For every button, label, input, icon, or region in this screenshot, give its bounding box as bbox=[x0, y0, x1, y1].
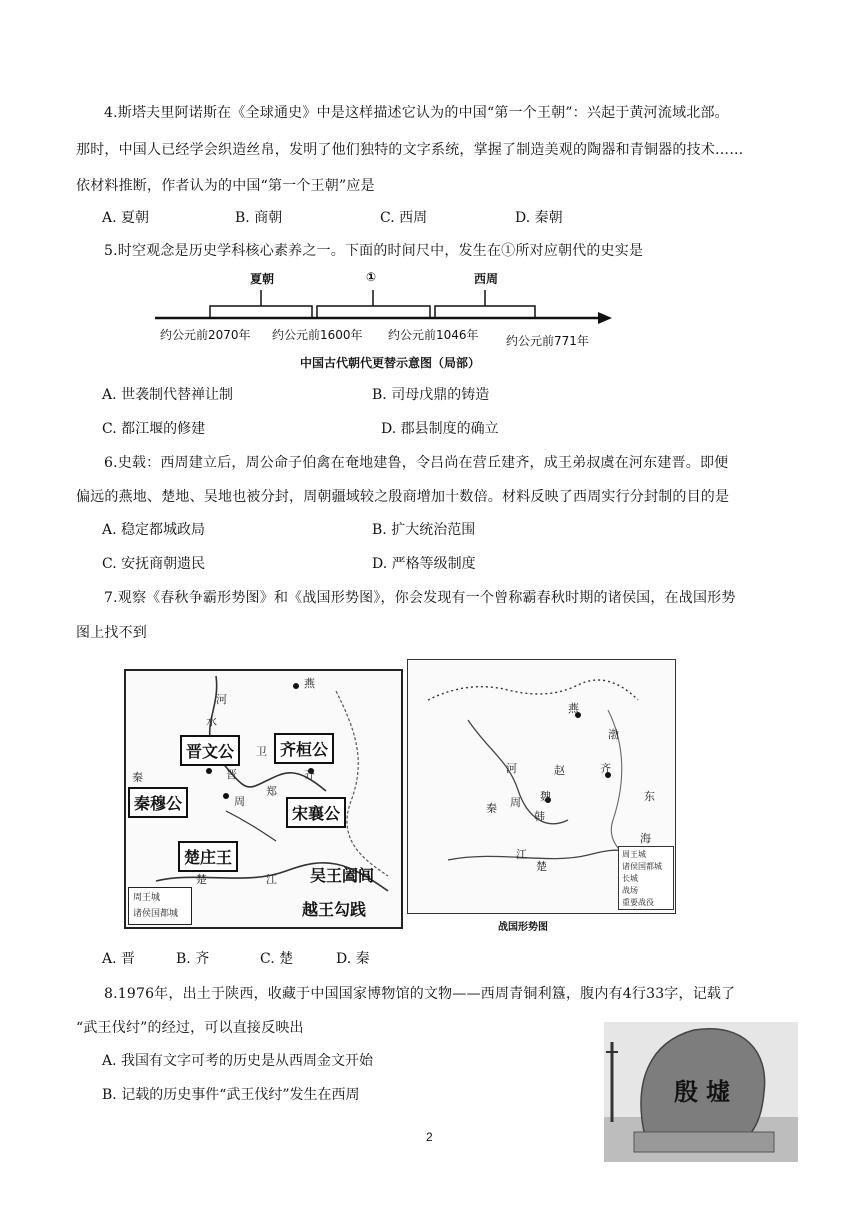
map1-label-he: 河 bbox=[216, 693, 227, 706]
timeline-tick-1600: 约公元前1600年 bbox=[272, 328, 363, 342]
spring-autumn-map bbox=[124, 669, 403, 929]
q4-stem-line1: 4.斯塔夫里阿诺斯在《全球通史》中是这样描述它认为的中国“第一个王朝”：兴起于黄河流域北部。 bbox=[104, 105, 729, 121]
q5-option-a[interactable]: A. 世袭制代替禅让制 bbox=[102, 387, 234, 403]
q4-stem-line2: 那时，中国人已经学会织造丝帛，发明了他们独特的文字系统，掌握了制造美观的陶器和青铜器的技术…… bbox=[76, 142, 744, 158]
capital-dot-jin bbox=[206, 768, 212, 774]
map2-legend-zhanchang: 战场 bbox=[622, 886, 638, 895]
q4-option-a[interactable]: A. 夏朝 bbox=[102, 210, 150, 226]
map2-label-dong: 东 bbox=[644, 790, 655, 803]
map2-label-chu: 楚 bbox=[536, 860, 547, 873]
map2-label-hai: 海 bbox=[640, 832, 651, 845]
map2-legend-changcheng: 长城 bbox=[622, 874, 638, 883]
q7-option-a[interactable]: A. 晋 bbox=[102, 951, 136, 967]
label-qi-huangong: 齐桓公 bbox=[274, 733, 334, 764]
label-yue-goujian: 越王勾践 bbox=[302, 900, 367, 919]
q4-option-c[interactable]: C. 西周 bbox=[380, 210, 428, 226]
map2-label-jiang: 江 bbox=[516, 848, 527, 861]
timeline-tick-771: 约公元前771年 bbox=[506, 334, 589, 348]
q5-option-b[interactable]: B. 司母戊鼎的铸造 bbox=[372, 387, 490, 403]
label-qin-mugong: 秦穆公 bbox=[128, 787, 188, 818]
label-wu-helu: 吴王阖闾 bbox=[310, 866, 375, 885]
q4-option-b[interactable]: B. 商朝 bbox=[235, 210, 283, 226]
label-jin-wengong: 晋文公 bbox=[180, 735, 240, 766]
q6-stem-line2: 偏远的燕地、楚地、吴地也被分封，周朝疆域较之殷商增加十数倍。材料反映了西周实行分封制的目的是 bbox=[76, 489, 730, 505]
map1-label-shui: 水 bbox=[206, 715, 217, 728]
map1-legend-wangcheng: 周王城 bbox=[133, 893, 161, 903]
q7-option-b[interactable]: B. 齐 bbox=[176, 951, 210, 967]
map2-label-he: 河 bbox=[506, 762, 517, 775]
capital-dot-yan bbox=[293, 683, 299, 689]
timeline-figure bbox=[150, 268, 620, 378]
stele-base-icon bbox=[634, 1132, 774, 1152]
q5-option-d[interactable]: D. 郡县制度的确立 bbox=[381, 421, 499, 437]
timeline-tick-2070: 约公元前2070年 bbox=[160, 328, 251, 342]
map2-label-yan: 燕 bbox=[568, 702, 579, 715]
capital-dot-zhou bbox=[223, 793, 229, 799]
timeline-arrow bbox=[598, 312, 612, 324]
bracket-1 bbox=[317, 306, 430, 318]
bracket-xia bbox=[210, 306, 312, 318]
map2-legend-wangcheng: 周王城 bbox=[622, 850, 646, 859]
map2-label-qin: 秦 bbox=[486, 802, 497, 815]
q6-option-b[interactable]: B. 扩大统治范围 bbox=[372, 522, 476, 538]
q7-stem-line1: 7.观察《春秋争霸形势图》和《战国形势图》，你会发现有一个曾称霸春秋时期的诸侯国，在战国形势 bbox=[104, 590, 736, 606]
q5-option-c[interactable]: C. 都江堰的修建 bbox=[102, 421, 206, 437]
q6-option-a[interactable]: A. 稳定都城政局 bbox=[102, 522, 206, 538]
stele-inscription: 殷墟 bbox=[674, 1077, 738, 1106]
map2-label-wei: 魏 bbox=[540, 790, 551, 803]
bracket-xizhou bbox=[435, 306, 535, 318]
q7-stem-line2: 图上找不到 bbox=[76, 625, 147, 641]
yinxu-stele-photo bbox=[604, 1022, 798, 1162]
timeline-caption: 中国古代朝代更替示意图（局部） bbox=[300, 356, 481, 370]
q8-stem-line2: “武王伐纣”的经过，可以直接反映出 bbox=[76, 1020, 304, 1036]
q7-option-d[interactable]: D. 秦 bbox=[336, 951, 370, 967]
warring-states-map bbox=[407, 659, 676, 914]
map2-label-qi: 齐 bbox=[600, 762, 611, 775]
label-song-xianggong: 宋襄公 bbox=[286, 797, 346, 828]
q6-option-d[interactable]: D. 严格等级制度 bbox=[372, 556, 476, 572]
map2-caption: 战国形势图 bbox=[498, 922, 548, 933]
map1-label-zheng: 郑 bbox=[266, 785, 277, 798]
map2-legend-ducheng: 诸侯国都城 bbox=[622, 862, 662, 871]
map1-label-jiang: 江 bbox=[266, 873, 277, 886]
q5-stem: 5.时空观念是历史学科核心素养之一。下面的时间尺中，发生在①所对应朝代的史实是 bbox=[104, 243, 644, 259]
timeline-tick-1046: 约公元前1046年 bbox=[388, 328, 479, 342]
q8-option-b[interactable]: B. 记载的历史事件“武王伐纣”发生在西周 bbox=[102, 1087, 360, 1103]
map2-label-zhou: 周 bbox=[510, 796, 521, 809]
timeline-label-1: ① bbox=[366, 270, 377, 284]
map1-label-jin: 晋 bbox=[226, 768, 237, 781]
q4-stem-line3: 依材料推断，作者认为的中国“第一个王朝”应是 bbox=[76, 178, 375, 194]
q4-option-d[interactable]: D. 秦朝 bbox=[515, 210, 563, 226]
q6-option-c[interactable]: C. 安抚商朝遗民 bbox=[102, 556, 206, 572]
timeline-label-xia: 夏朝 bbox=[250, 272, 275, 286]
label-chu-zhuangwang: 楚庄王 bbox=[178, 841, 238, 872]
timeline-label-xizhou: 西周 bbox=[474, 272, 499, 286]
q8-stem-line1: 8.1976年，出土于陕西，收藏于中国国家博物馆的文物——西周青铜利簋，腹内有4行33字，记载了 bbox=[104, 986, 736, 1002]
q6-stem-line1: 6.史载：西周建立后，周公命子伯禽在奄地建鲁，令吕尚在营丘建齐，成王弟叔虞在河东建晋。即便 bbox=[104, 455, 729, 471]
map1-label-qi: 齐 bbox=[304, 768, 315, 781]
map2-legend bbox=[618, 846, 674, 910]
river-branch bbox=[226, 811, 276, 841]
map2-label-han: 韩 bbox=[534, 810, 545, 823]
coast-line bbox=[336, 691, 388, 876]
q8-option-a[interactable]: A. 我国有文字可考的历史是从西周金文开始 bbox=[102, 1053, 374, 1069]
great-wall-line bbox=[428, 680, 638, 700]
map1-label-yan: 燕 bbox=[304, 677, 315, 690]
map2-label-bo: 渤 bbox=[608, 728, 619, 741]
map2-legend-zhanyi: 重要战役 bbox=[622, 898, 654, 907]
map1-legend-ducheng: 诸侯国都城 bbox=[133, 909, 179, 919]
map2-label-zhao: 赵 bbox=[554, 764, 565, 777]
q7-option-c[interactable]: C. 楚 bbox=[260, 951, 294, 967]
page-number: 2 bbox=[426, 1130, 433, 1144]
map1-label-qin: 秦 bbox=[132, 771, 143, 784]
map1-label-zhou: 周 bbox=[234, 795, 245, 808]
map1-label-wei: 卫 bbox=[256, 745, 267, 758]
map1-label-chu: 楚 bbox=[196, 873, 207, 886]
map1-legend bbox=[128, 887, 192, 925]
